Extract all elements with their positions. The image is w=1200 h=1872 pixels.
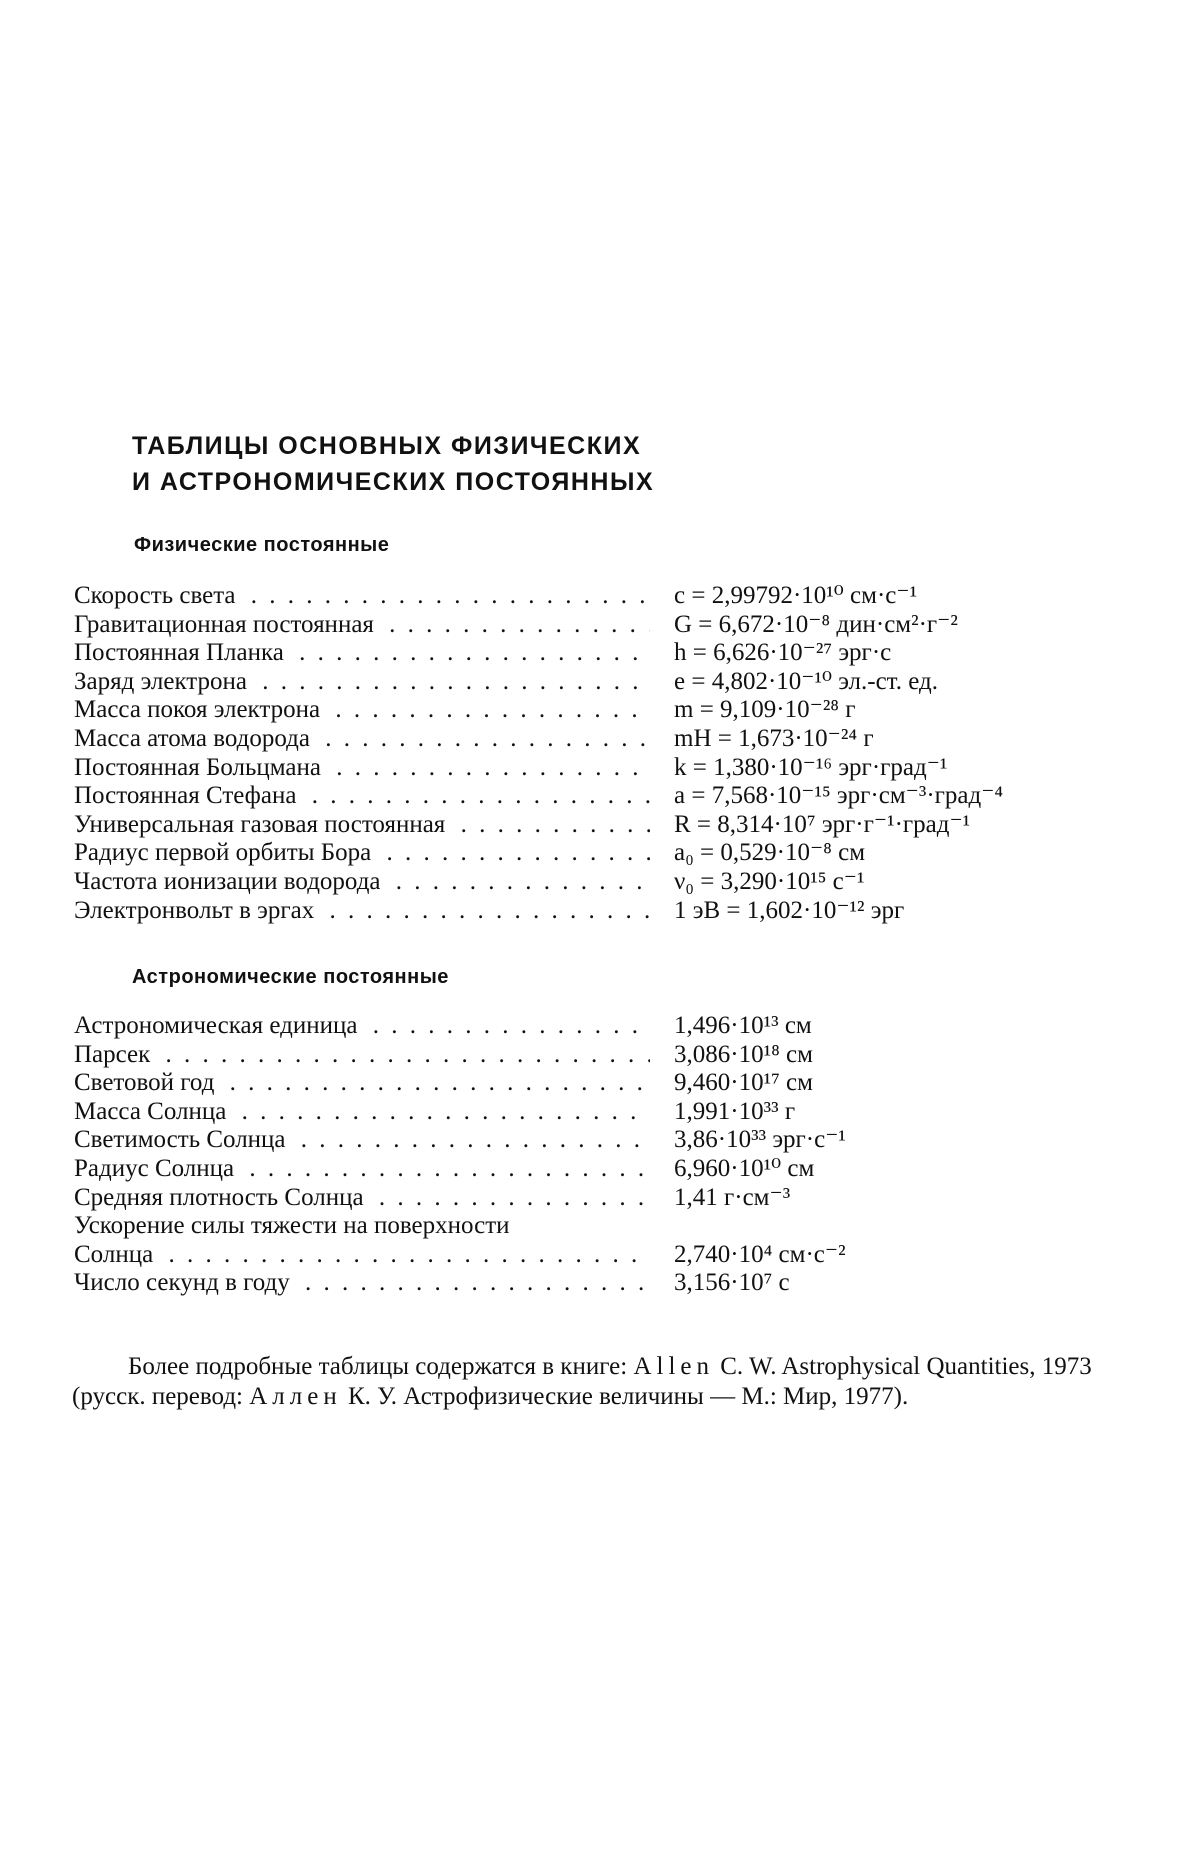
constant-value: m = 9,109·10⁻²⁸ г	[674, 696, 856, 724]
page-title-line-2: И АСТРОНОМИЧЕСКИХ ПОСТОЯННЫХ	[132, 468, 655, 496]
constant-label: Световой год	[74, 1069, 220, 1096]
constant-row	[74, 811, 1154, 840]
constant-value: 1,991·10³³ г	[674, 1097, 796, 1125]
constant-label: Масса Солнца	[74, 1098, 232, 1125]
note-author-allen: Allen	[633, 1353, 714, 1380]
note-text: Более подробные таблицы содержатся в книге:	[128, 1353, 634, 1380]
constant-value: c = 2,99792·10¹⁰ см·с⁻¹	[674, 582, 918, 609]
constant-value: 1,496·10¹³ см	[674, 1012, 812, 1039]
constant-label: Астрономическая единица	[74, 1012, 363, 1039]
constant-value: 6,960·10¹⁰ см	[674, 1154, 815, 1182]
constant-label: Постоянная Больцмана	[74, 754, 327, 781]
note-author-allen-ru: Аллен	[249, 1383, 342, 1410]
constant-row	[74, 1041, 1154, 1070]
constant-row	[74, 611, 1154, 640]
constant-value: h = 6,626·10⁻²⁷ эрг·с	[674, 639, 892, 667]
constant-label: Заряд электрона	[74, 668, 253, 695]
constant-value: 3,086·10¹⁸ см	[674, 1040, 813, 1068]
astronomical-constants-heading: Астрономические постоянные	[132, 966, 449, 988]
constant-label: Электронвольт в эргах	[74, 897, 320, 924]
constant-row	[74, 1269, 1154, 1298]
constant-row	[74, 1155, 1154, 1184]
constant-value: G = 6,672·10⁻⁸ дин·см²·г⁻²	[674, 610, 958, 638]
note-text: C. W. Astrophysical Quantities, 1973 (русск. перевод:	[72, 1353, 1092, 1410]
constant-label: Число секунд в году	[74, 1269, 296, 1296]
constant-label: Гравитационная постоянная	[74, 611, 380, 638]
constant-value: k = 1,380·10⁻¹⁶ эрг·град⁻¹	[674, 753, 948, 781]
constant-row	[74, 1098, 1154, 1127]
constant-value: 9,460·10¹⁷ см	[674, 1069, 813, 1097]
constant-value: a₀ = 0,529·10⁻⁸ см	[674, 839, 866, 867]
note-text: К. У. Астрофизические величины — М.: Мир, 1977).	[341, 1383, 909, 1410]
constant-row	[74, 897, 1154, 926]
constant-label: Парсек	[74, 1041, 156, 1068]
constant-label: Масса атома водорода	[74, 725, 316, 752]
constant-row	[74, 1126, 1154, 1155]
constant-row	[74, 639, 1154, 668]
constant-row	[74, 582, 1154, 611]
astronomical-constants-table	[74, 1012, 1154, 1298]
page-title	[132, 428, 1032, 500]
constant-label: Частота ионизации водорода	[74, 868, 387, 895]
constant-row	[74, 696, 1154, 725]
constant-label: Ускорение силы тяжести на поверхности	[74, 1212, 510, 1240]
physical-constants-table	[74, 582, 1154, 925]
constant-value: 1 эВ = 1,602·10⁻¹² эрг	[674, 896, 905, 924]
constant-value: ν₀ = 3,290·10¹⁵ с⁻¹	[674, 867, 865, 895]
constant-value: mH = 1,673·10⁻²⁴ г	[674, 724, 874, 752]
constant-label: Постоянная Стефана	[74, 782, 302, 809]
constant-label: Постоянная Планка	[74, 639, 290, 666]
constant-row	[74, 1241, 1154, 1270]
physical-constants-heading: Физические постоянные	[134, 534, 390, 556]
constant-row	[74, 1069, 1154, 1098]
constant-value: R = 8,314·10⁷ эрг·г⁻¹·град⁻¹	[674, 810, 971, 838]
constant-label: Масса покоя электрона	[74, 696, 326, 723]
constant-value: 2,740·10⁴ см·с⁻²	[674, 1240, 846, 1268]
constant-row	[74, 839, 1154, 868]
constant-row	[74, 1184, 1154, 1213]
constant-label: Средняя плотность Солнца	[74, 1184, 370, 1211]
constant-label: Радиус Солнца	[74, 1155, 240, 1182]
constant-row	[74, 782, 1154, 811]
constant-value: a = 7,568·10⁻¹⁵ эрг·см⁻³·град⁻⁴	[674, 782, 1004, 810]
constant-row	[74, 1212, 1154, 1241]
constant-label: Радиус первой орбиты Бора	[74, 839, 377, 866]
constant-value: 3,86·10³³ эрг·с⁻¹	[674, 1126, 846, 1154]
constant-row	[74, 1012, 1154, 1041]
constant-value: 3,156·10⁷ с	[674, 1269, 790, 1297]
bibliography-note	[72, 1352, 1140, 1412]
constant-row	[74, 725, 1154, 754]
constant-row	[74, 868, 1154, 897]
constant-label: Универсальная газовая постоянная	[74, 811, 451, 838]
constant-value: e = 4,802·10⁻¹⁰ эл.-ст. ед.	[674, 667, 938, 695]
page-title-line-1: ТАБЛИЦЫ ОСНОВНЫХ ФИЗИЧЕСКИХ	[132, 432, 642, 460]
constant-row	[74, 754, 1154, 783]
constant-row	[74, 668, 1154, 697]
constant-label: Солнца	[74, 1241, 159, 1268]
constant-value: 1,41 г·см⁻³	[674, 1183, 791, 1211]
constant-label: Скорость света	[74, 582, 242, 609]
constant-label: Светимость Солнца	[74, 1126, 292, 1153]
